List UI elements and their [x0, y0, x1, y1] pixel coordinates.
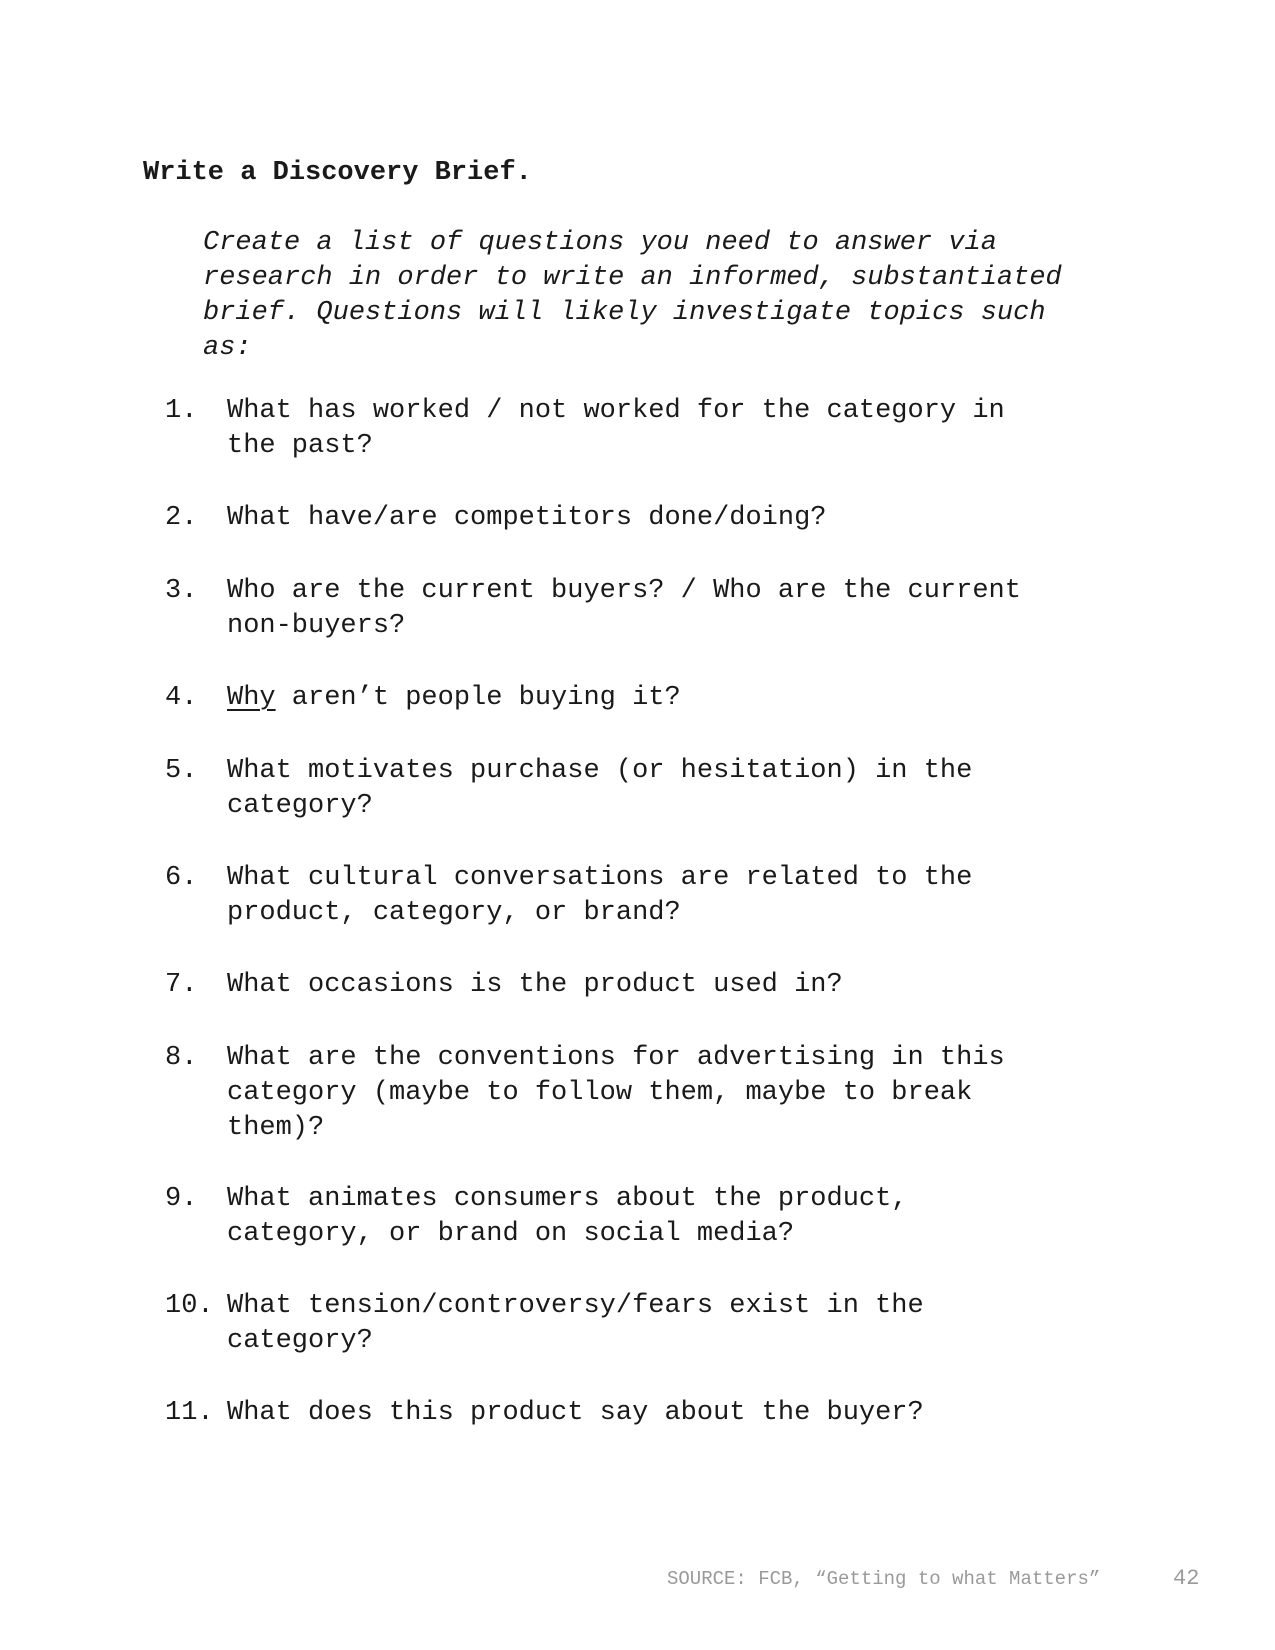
list-item-number: 5.: [165, 756, 198, 786]
list-item-text: Who are the current buyers? / Who are the current non-buyers?: [227, 576, 1021, 641]
list-item-text: What have/are competitors done/doing?: [227, 503, 827, 533]
list-item-text-rest: aren’t people buying it?: [275, 683, 681, 713]
underlined-word: Why: [227, 683, 276, 713]
page-heading: Write a Discovery Brief.: [143, 158, 532, 188]
page-number: 42: [1173, 1566, 1200, 1591]
list-item-number: 11.: [165, 1398, 214, 1428]
list-item-text: [227, 681, 1107, 716]
list-item-number: 1.: [165, 396, 198, 426]
list-item-number: 7.: [165, 970, 198, 1000]
list-item-text: What motivates purchase (or hesitation) in the category?: [227, 756, 973, 821]
list-item-number: 8.: [165, 1043, 198, 1073]
list-item-number: 9.: [165, 1184, 198, 1214]
list-item-text: What has worked / not worked for the category in the past?: [227, 396, 1005, 461]
list-item-text: What animates consumers about the product, category, or brand on social media?: [227, 1184, 908, 1249]
list-item-text: What does this product say about the buyer?: [227, 1398, 924, 1428]
list-item-text: What are the conventions for advertising in this category (maybe to follow them, maybe to break them)?: [227, 1043, 1005, 1143]
list-item-text: What tension/controversy/fears exist in the category?: [227, 1291, 924, 1356]
list-item-number: 4.: [165, 683, 198, 713]
footer-source-citation: SOURCE: FCB, “Getting to what Matters”: [667, 1568, 1101, 1590]
intro-paragraph: Create a list of questions you need to answer via research in order to write an informed, substantiated brief. Questions will likely investigate topics such as:: [203, 228, 1062, 363]
list-item-number: 10.: [165, 1291, 214, 1321]
list-item-text: What cultural conversations are related to the product, category, or brand?: [227, 863, 973, 928]
list-item-number: 3.: [165, 576, 198, 606]
list-item-number: 2.: [165, 503, 198, 533]
list-item-number: 6.: [165, 863, 198, 893]
list-item-text: What occasions is the product used in?: [227, 970, 843, 1000]
